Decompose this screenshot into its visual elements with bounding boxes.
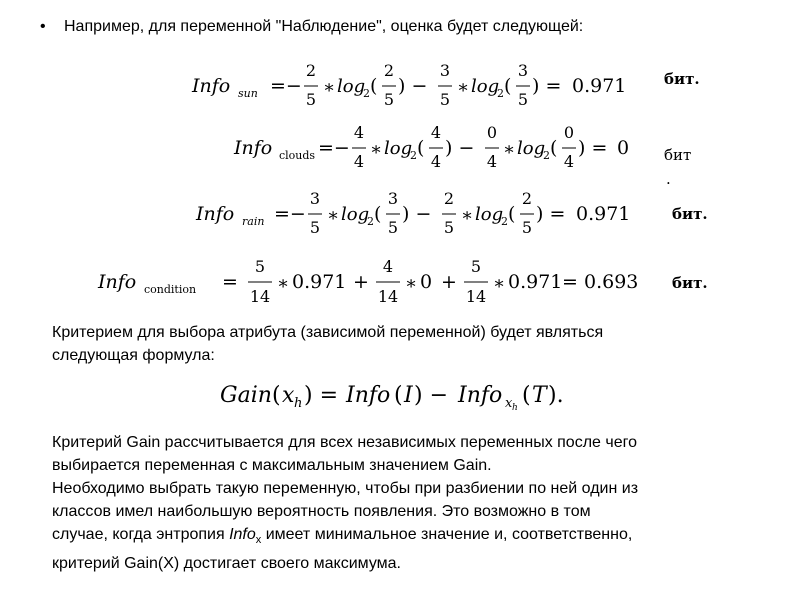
paren: (: [394, 383, 403, 408]
paren: (: [550, 137, 558, 159]
var-t: T: [532, 383, 547, 408]
sub-x: x: [505, 396, 513, 411]
frac-num: 2: [383, 61, 395, 80]
criterion-line-1: Критерием для выбора атрибута (зависимой переменной) будет являться: [52, 324, 604, 341]
frac-num: 0: [563, 123, 575, 142]
result: 0.693: [584, 271, 639, 293]
paren: (: [504, 75, 512, 97]
paragraph-line-1: Критерий Gain рассчитывается для всех независимых переменных после чего: [52, 434, 637, 451]
formula-info-condition: [96, 252, 656, 308]
paren-eq: ) =: [304, 383, 339, 408]
paren: (: [417, 137, 425, 159]
result: 0: [617, 137, 630, 159]
lhs-sub: rain: [242, 215, 265, 228]
frac-num: 3: [387, 189, 399, 208]
paren-eq: ) =: [536, 203, 566, 225]
frac-num: 2: [305, 61, 317, 80]
paragraph-line-3: Необходимо выбрать такую переменную, чтобы при разбиении по ней один из: [52, 480, 639, 497]
log-base: 2: [363, 87, 370, 100]
frac-den: 5: [387, 218, 399, 237]
paren: (: [272, 383, 281, 408]
times: ∗: [493, 273, 506, 294]
eq-sign: =−: [270, 75, 302, 97]
frac-num: 4: [430, 123, 442, 142]
sub-h: h: [294, 396, 303, 411]
log-text: log: [384, 138, 413, 159]
var-x: x: [282, 383, 295, 408]
frac-den: 4: [486, 152, 498, 171]
frac-num: 3: [517, 61, 529, 80]
paragraph-line-6: критерий Gain(X) достигает своего максимума.: [52, 555, 401, 573]
paren-eq: ) =: [578, 137, 608, 159]
log-base: 2: [410, 149, 417, 162]
frac-den: 5: [383, 90, 395, 109]
info-x-sub: x: [255, 534, 262, 547]
log-text: log: [471, 76, 500, 97]
frac-den: 5: [443, 218, 455, 237]
times: ∗: [405, 273, 418, 294]
lhs-sub: sun: [238, 87, 258, 100]
lhs-info: Info: [98, 271, 137, 293]
times: ∗: [277, 273, 290, 294]
log-base: 2: [543, 149, 550, 162]
log-base: 2: [501, 215, 508, 228]
frac-den: 5: [521, 218, 533, 237]
gain-word: Gain: [220, 383, 272, 408]
frac-den: 5: [439, 90, 451, 109]
paren: (: [522, 383, 531, 408]
plus: +: [353, 271, 369, 293]
frac-den: 5: [309, 218, 321, 237]
line5-end: имеет минимальное значение и, соответственно,: [261, 526, 633, 543]
lhs-sub: condition: [144, 283, 197, 296]
frac-den: 14: [377, 287, 399, 306]
value: 0.971: [292, 271, 347, 293]
lhs-info: Info: [234, 137, 273, 159]
lhs-info: Info: [196, 203, 235, 225]
frac-den: 14: [465, 287, 487, 306]
frac-den: 14: [249, 287, 271, 306]
paren: ) −: [402, 203, 432, 225]
log-base: 2: [497, 87, 504, 100]
formula-info-rain: [194, 186, 664, 242]
paren-dot: ).: [548, 383, 564, 408]
bullet-icon: •: [40, 18, 46, 35]
eq-sign: =: [222, 271, 238, 293]
formula-gain: [218, 372, 598, 416]
log-text: log: [475, 204, 504, 225]
frac-num: 3: [309, 189, 321, 208]
unit-condition: бит.: [672, 274, 708, 292]
frac-den: 4: [430, 152, 442, 171]
result: 0.971: [572, 75, 627, 97]
paren-eq: ) =: [532, 75, 562, 97]
times: ∗: [370, 139, 383, 160]
paragraph-line-2: выбирается переменная с максимальным значением Gain.: [52, 457, 492, 474]
intro-text: Например, для переменной "Наблюдение", оценка будет следующей:: [64, 18, 584, 35]
unit-clouds-dot: .: [666, 170, 671, 188]
log-text: log: [517, 138, 546, 159]
times: ∗: [503, 139, 516, 160]
criterion-line-2: следующая формула:: [52, 347, 215, 364]
frac-num: 2: [443, 189, 455, 208]
paren-minus: ) −: [414, 383, 449, 408]
unit-sun: бит.: [664, 70, 700, 88]
paren: (: [370, 75, 378, 97]
value: 0: [420, 271, 433, 293]
plus: +: [441, 271, 457, 293]
eq-sign: =−: [318, 137, 350, 159]
log-text: log: [341, 204, 370, 225]
frac-num: 4: [382, 257, 394, 276]
lhs-sub: clouds: [279, 149, 316, 162]
frac-num: 2: [521, 189, 533, 208]
info-x-term: Info: [229, 526, 256, 543]
times: ∗: [323, 77, 336, 98]
paragraph-line-5: [52, 523, 638, 552]
lhs-info: Info: [192, 75, 231, 97]
explanation-paragraph: [52, 431, 638, 575]
eq-sign: =: [562, 271, 578, 293]
criterion-text: [52, 321, 603, 367]
log-text: log: [337, 76, 366, 97]
frac-den: 5: [517, 90, 529, 109]
times: ∗: [457, 77, 470, 98]
formula-info-clouds: [232, 120, 652, 176]
frac-num: 4: [353, 123, 365, 142]
result: 0.971: [576, 203, 631, 225]
intro-bullet: [40, 18, 583, 36]
frac-num: 3: [439, 61, 451, 80]
var-i: I: [404, 383, 413, 408]
paren: (: [508, 203, 516, 225]
frac-num: 5: [254, 257, 266, 276]
info-word: Info: [458, 383, 503, 408]
value: 0.971: [508, 271, 563, 293]
unit-rain: бит.: [672, 205, 708, 223]
formula-info-sun: [190, 58, 650, 114]
info-word: Info: [346, 383, 391, 408]
frac-num: 5: [470, 257, 482, 276]
frac-den: 4: [563, 152, 575, 171]
sub-sub-h: h: [512, 403, 518, 413]
paragraph-line-4: классов имел наибольшую вероятность появления. Это возможно в том: [52, 503, 591, 520]
log-base: 2: [367, 215, 374, 228]
times: ∗: [461, 205, 474, 226]
line5-start: случае, когда энтропия: [52, 526, 230, 543]
paren: ) −: [398, 75, 428, 97]
times: ∗: [327, 205, 340, 226]
eq-sign: =−: [274, 203, 306, 225]
frac-den: 5: [305, 90, 317, 109]
frac-den: 4: [353, 152, 365, 171]
paren: ) −: [445, 137, 475, 159]
paren: (: [374, 203, 382, 225]
unit-clouds: бит: [664, 146, 692, 164]
frac-num: 0: [486, 123, 498, 142]
